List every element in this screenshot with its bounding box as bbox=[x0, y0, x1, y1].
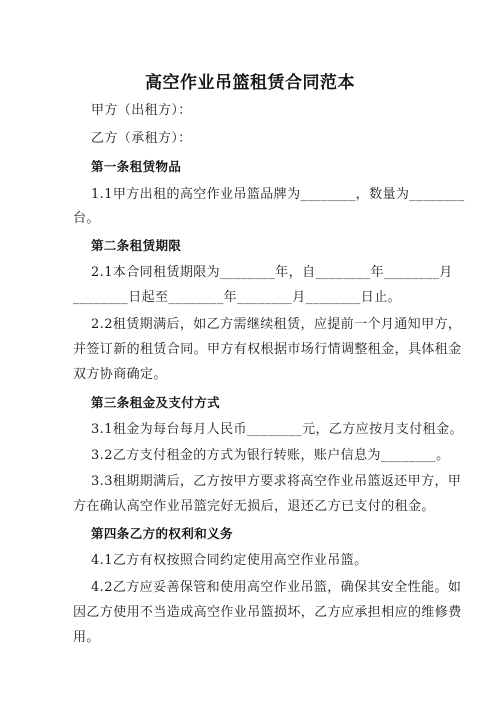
clause-3-3-cont: 方在确认高空作业吊篮完好无损后，退还乙方已支付的租金。 bbox=[73, 499, 435, 514]
clause-3-2: 3.2乙方支付租金的方式为银行转账，账户信息为________。 bbox=[91, 448, 450, 463]
clause-2-2: 2.2租赁期满后，如乙方需继续租赁，应提前一个月通知甲方， bbox=[91, 317, 462, 332]
clause-2-2-cont-1: 并签订新的租赁合同。甲方有权根据市场行情调整租金，具体租金 bbox=[73, 342, 462, 357]
document-title: 高空作业吊篮租赁合同范本 bbox=[145, 73, 355, 93]
clause-4-2-cont-2: 用。 bbox=[73, 630, 100, 645]
clause-4-2-cont-1: 因乙方使用不当造成高空作业吊篮损坏，乙方应承担相应的维修费 bbox=[73, 605, 462, 620]
section-2-heading: 第二条租赁期限 bbox=[91, 238, 182, 253]
clause-3-1: 3.1租金为每台每月人民币________元，乙方应按月支付租金。 bbox=[91, 422, 463, 437]
clause-3-3: 3.3租期期满后，乙方按甲方要求将高空作业吊篮返还甲方，甲 bbox=[91, 474, 462, 489]
clause-2-1: 2.1本合同租赁期限为________年，自________年________月 bbox=[91, 265, 453, 280]
clause-4-2: 4.2乙方应妥善保管和使用高空作业吊篮，确保其安全性能。如 bbox=[91, 580, 462, 595]
party-a-line: 甲方（出租方）： bbox=[91, 103, 192, 118]
clause-2-2-cont-2: 双方协商确定。 bbox=[73, 367, 167, 382]
clause-1-1: 1.1甲方出租的高空作业吊篮品牌为________，数量为________ bbox=[91, 187, 465, 202]
clause-1-1-cont: 台。 bbox=[73, 211, 100, 226]
section-3-heading: 第三条租金及支付方式 bbox=[91, 395, 221, 410]
clause-2-1-cont: ________日起至________年________月________日止。 bbox=[73, 290, 401, 305]
party-b-line: 乙方（承租方）： bbox=[91, 131, 192, 146]
section-4-heading: 第四条乙方的权利和义务 bbox=[91, 526, 233, 541]
section-1-heading: 第一条租赁物品 bbox=[91, 159, 182, 174]
clause-4-1: 4.1乙方有权按照合同约定使用高空作业吊篮。 bbox=[91, 553, 368, 568]
